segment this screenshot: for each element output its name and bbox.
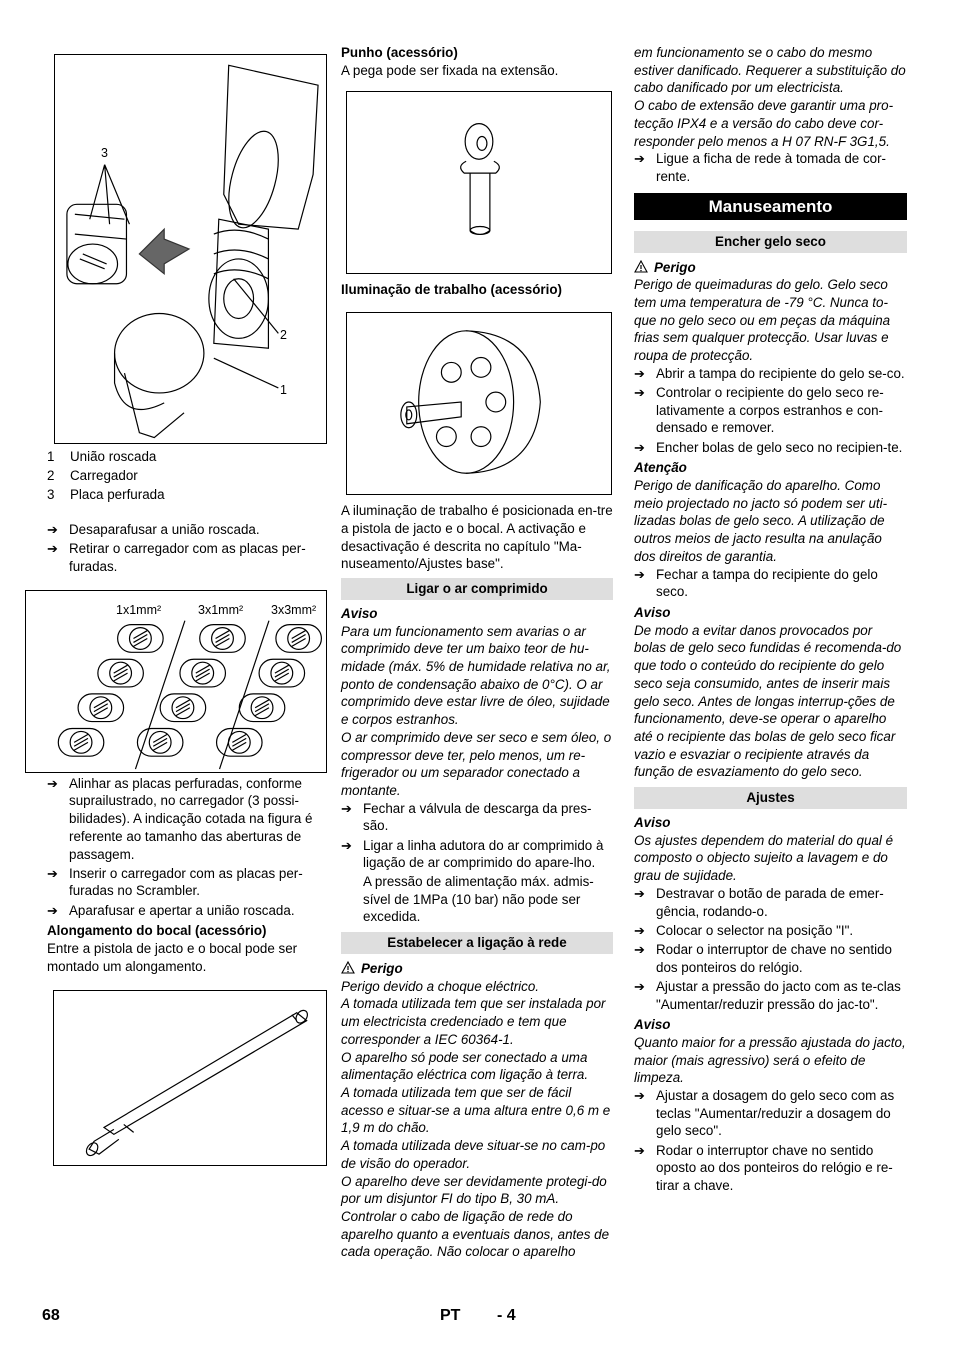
step-item: ➔ Rodar o interruptor chave no sentido oposto ao dos ponteiros do relógio e re-tirar a chave.	[634, 1142, 893, 1194]
step-item: ➔ Ligar a linha adutora do ar comprimido à ligação de ar comprimido do apare-lho.	[341, 837, 604, 871]
plate-size-label-3x3: 3x3mm²	[271, 602, 317, 617]
grip-illustration	[347, 92, 611, 273]
arrow-icon: ➔	[634, 978, 645, 994]
section-bar-fill-dry-ice: Encher gelo seco	[634, 231, 907, 253]
legend-item: 3 Placa perfurada	[47, 487, 165, 503]
arrow-icon: ➔	[634, 439, 645, 455]
figure-label-1: 1	[280, 383, 287, 397]
column-1	[47, 44, 327, 1166]
extension-text: Entre a pistola de jacto e o bocal pode ser montado um alongamento.	[47, 941, 298, 974]
step-item: ➔ Fechar a válvula de descarga da pres-são.	[341, 800, 592, 834]
danger-text: Perigo de queimaduras do gelo. Gelo seco tem uma temperatura de -79 °C. Nunca to-que no gelo seco ou em peças da máquina frias sem qualquer protecção. Usar luvas e roupa de protecção.	[634, 277, 891, 364]
section-bar-adjustments: Ajustes	[634, 787, 907, 809]
figure-label-2: 2	[280, 328, 287, 342]
figure-legend	[47, 448, 327, 504]
arrow-icon: ➔	[47, 522, 58, 538]
step-item: ➔ Encher bolas de gelo seco no recipien-te.	[634, 439, 903, 455]
step-item: ➔ Alinhar as placas perfuradas, conforme suprailustrado, no carregador (3 possi-bilidades). A indicação cotada na figura é referente ao tamanho das aberturas de passagem.	[47, 775, 313, 862]
arrow-icon: ➔	[634, 151, 645, 167]
extension-heading: Alongamento do bocal (acessório)	[47, 923, 267, 939]
arrow-icon: ➔	[634, 566, 645, 582]
step-item: ➔ Aparafusar e apertar a união roscada.	[47, 902, 295, 918]
arrow-icon: ➔	[341, 837, 352, 853]
note-title: Aviso	[341, 605, 378, 621]
grip-heading: Punho (acessório)	[341, 45, 458, 60]
arrow-icon: ➔	[341, 800, 352, 816]
step-item: ➔ Abrir a tampa do recipiente do gelo se-co.	[634, 365, 905, 381]
air-note-text: Para um funcionamento sem avarias o ar comprimido deve ter um baixo teor de hu-midade (máx. 5% de humidade relativa no ar, ponto de condensação abaixo de 0°C). O ar comprimido deve estar livre de óleo, sujidade e corpos estranhos. O ar comprimido deve ser seco e sem óleo, o compressor deve ter, pelo menos, um re-frigerador ou um separador conectado a montante.	[341, 623, 612, 798]
page-number: 68	[42, 1307, 60, 1324]
work-light-heading: Iluminação de trabalho (acessório)	[341, 282, 563, 298]
legend-item: 1 União roscada	[47, 449, 157, 464]
step-item: ➔ Retirar o carregador com as placas per-furadas.	[47, 541, 306, 575]
arrow-icon: ➔	[634, 922, 645, 938]
danger-title: Perigo	[634, 259, 907, 277]
arrow-icon: ➔	[634, 941, 645, 957]
column-3	[634, 44, 907, 1195]
arrow-icon: ➔	[47, 775, 58, 791]
column-2	[341, 44, 613, 1261]
step-item: ➔ Colocar o selector na posição "I".	[634, 922, 854, 938]
legend-item: 2 Carregador	[47, 468, 138, 484]
arrow-icon: ➔	[634, 1088, 645, 1104]
work-light-illustration	[347, 313, 611, 494]
steps-assemble	[47, 775, 327, 920]
arrow-icon: ➔	[47, 865, 58, 881]
note-title: Aviso	[634, 815, 671, 831]
arrow-icon: ➔	[634, 365, 645, 381]
attention-text: Perigo de danificação do aparelho. Como meio projectado no jacto só podem ser uti-lizadas bolas de gelo seco. A utilização de outros meios de jacto resulta na anulação dos direitos de garantia.	[634, 478, 888, 564]
warning-icon	[341, 961, 355, 974]
steps-disassemble	[47, 521, 327, 576]
step-item: ➔ Ajustar a pressão do jacto com as te-clas "Aumentar/reduzir pressão do jac-to".	[634, 978, 901, 1012]
plate-size-label-1x1: 1x1mm²	[116, 602, 162, 617]
plate-size-label-3x1: 3x1mm²	[198, 602, 244, 617]
step-item: ➔ Fechar a tampa do recipiente do gelo seco.	[634, 566, 878, 600]
step-item: ➔ Rodar o interruptor de chave no sentido dos ponteiros do relógio.	[634, 941, 892, 975]
adjust-note2-text: Quanto maior for a pressão ajustada do jacto, maior (mais agressivo) será o efeito de limpeza.	[634, 1034, 906, 1086]
page-sub-number: - 4	[497, 1307, 516, 1324]
air-pressure-text: A pressão de alimentação máx. admis-sível de 1MPa (10 bar) não pode ser excedida.	[363, 873, 594, 925]
section-bar-mains: Estabelecer a ligação à rede	[341, 932, 613, 954]
step-item: ➔ Ligue a ficha de rede à tomada de cor-rente.	[634, 151, 887, 184]
section-bar-compressed-air: Ligar o ar comprimido	[341, 578, 613, 600]
danger-text: Perigo devido a choque eléctrico. A tomada utilizada tem que ser instalada por um electricista credenciado e tem que corresponder a IEC 60364-1. O aparelho só pode ser conectado a uma alimentação eléctrica com ligação à terra. A tomada utilizada tem que ser de fácil acesso e situar-se a uma altura entre 0,6 m e 1,9 m do chão. A tomada utilizada deve situar-se no cam-po de visão do operador. O aparelho deve ser devidamente protegi-do por um disjuntor FI do tipo B, 30 mA. Controlar o cabo de ligação de rede do aparelho quanto a eventuais danos, antes de cada operação. Não colocar o aparelho	[341, 978, 611, 1260]
figure-work-light	[346, 312, 612, 495]
nozzle-extension-illustration	[54, 991, 326, 1165]
continued-text: em funcionamento se o cabo do mesmo estiver danificado. Requerer a substituição do cabo danificado por um electricista. O cabo de extensão deve garantir uma pro-tecção IPX4 e a versão do cabo deve cor-responder pelo menos a H 07 RN-F 3G1,5.	[634, 45, 906, 149]
warning-icon	[634, 260, 648, 273]
figure-threaded-union	[54, 54, 327, 444]
figure-plate-arrangement	[25, 590, 327, 773]
language-code: PT	[440, 1307, 461, 1324]
arrow-icon: ➔	[47, 541, 58, 557]
note-title: Aviso	[634, 1017, 671, 1033]
step-item: ➔ Ajustar a dosagem do gelo seco com as teclas "Aumentar/reduzir a dosagem do gelo seco".	[634, 1088, 895, 1139]
step-item: ➔ Destravar o botão de parada de emer-gência, rodando-o.	[634, 885, 884, 919]
grip-text: A pega pode ser fixada na extensão.	[341, 62, 559, 78]
attention-title: Atenção	[634, 460, 687, 476]
figure-nozzle-extension	[53, 990, 327, 1166]
arrow-icon: ➔	[634, 885, 645, 901]
arrow-icon: ➔	[47, 902, 58, 918]
arrow-icon: ➔	[634, 385, 645, 401]
danger-title: Perigo	[341, 960, 613, 978]
adjust-note-text: Os ajustes dependem do material do qual é composto o objecto sujeito a lavagem e do grau de sujidade.	[634, 832, 894, 884]
work-light-text: A iluminação de trabalho é posicionada en-tre a pistola de jacto e o bocal. A activação e desactivação é descrita no capítulo "Ma-nuseamento/Ajustes base".	[341, 503, 613, 572]
note-title: Aviso	[634, 604, 671, 620]
figure-label-3: 3	[101, 146, 108, 160]
step-item: ➔ Controlar o recipiente do gelo seco re-lativamente a corpos estranhos e con-densado e remover.	[634, 385, 884, 436]
note-text: De modo a evitar danos provocados por bolas de gelo seco fundidas é recomenda-do que todo o conteúdo do recipiente do gelo seco seja consumido, antes de inserir mais gelo seco. Antes de longas interrup-ções de funcionamento, deve-se operar o aparelho até o recipiente das bolas de gelo seco ficar vazio e esvaziar o recipiente através da função de esvaziamento do gelo seco.	[634, 622, 902, 780]
figure-grip	[346, 91, 612, 274]
section-bar-handling: Manuseamento	[634, 193, 907, 220]
step-item: ➔ Inserir o carregador com as placas per-furadas no Scrambler.	[47, 865, 303, 899]
arrow-icon: ➔	[634, 1142, 645, 1158]
step-item: ➔ Desaparafusar a união roscada.	[47, 522, 260, 538]
